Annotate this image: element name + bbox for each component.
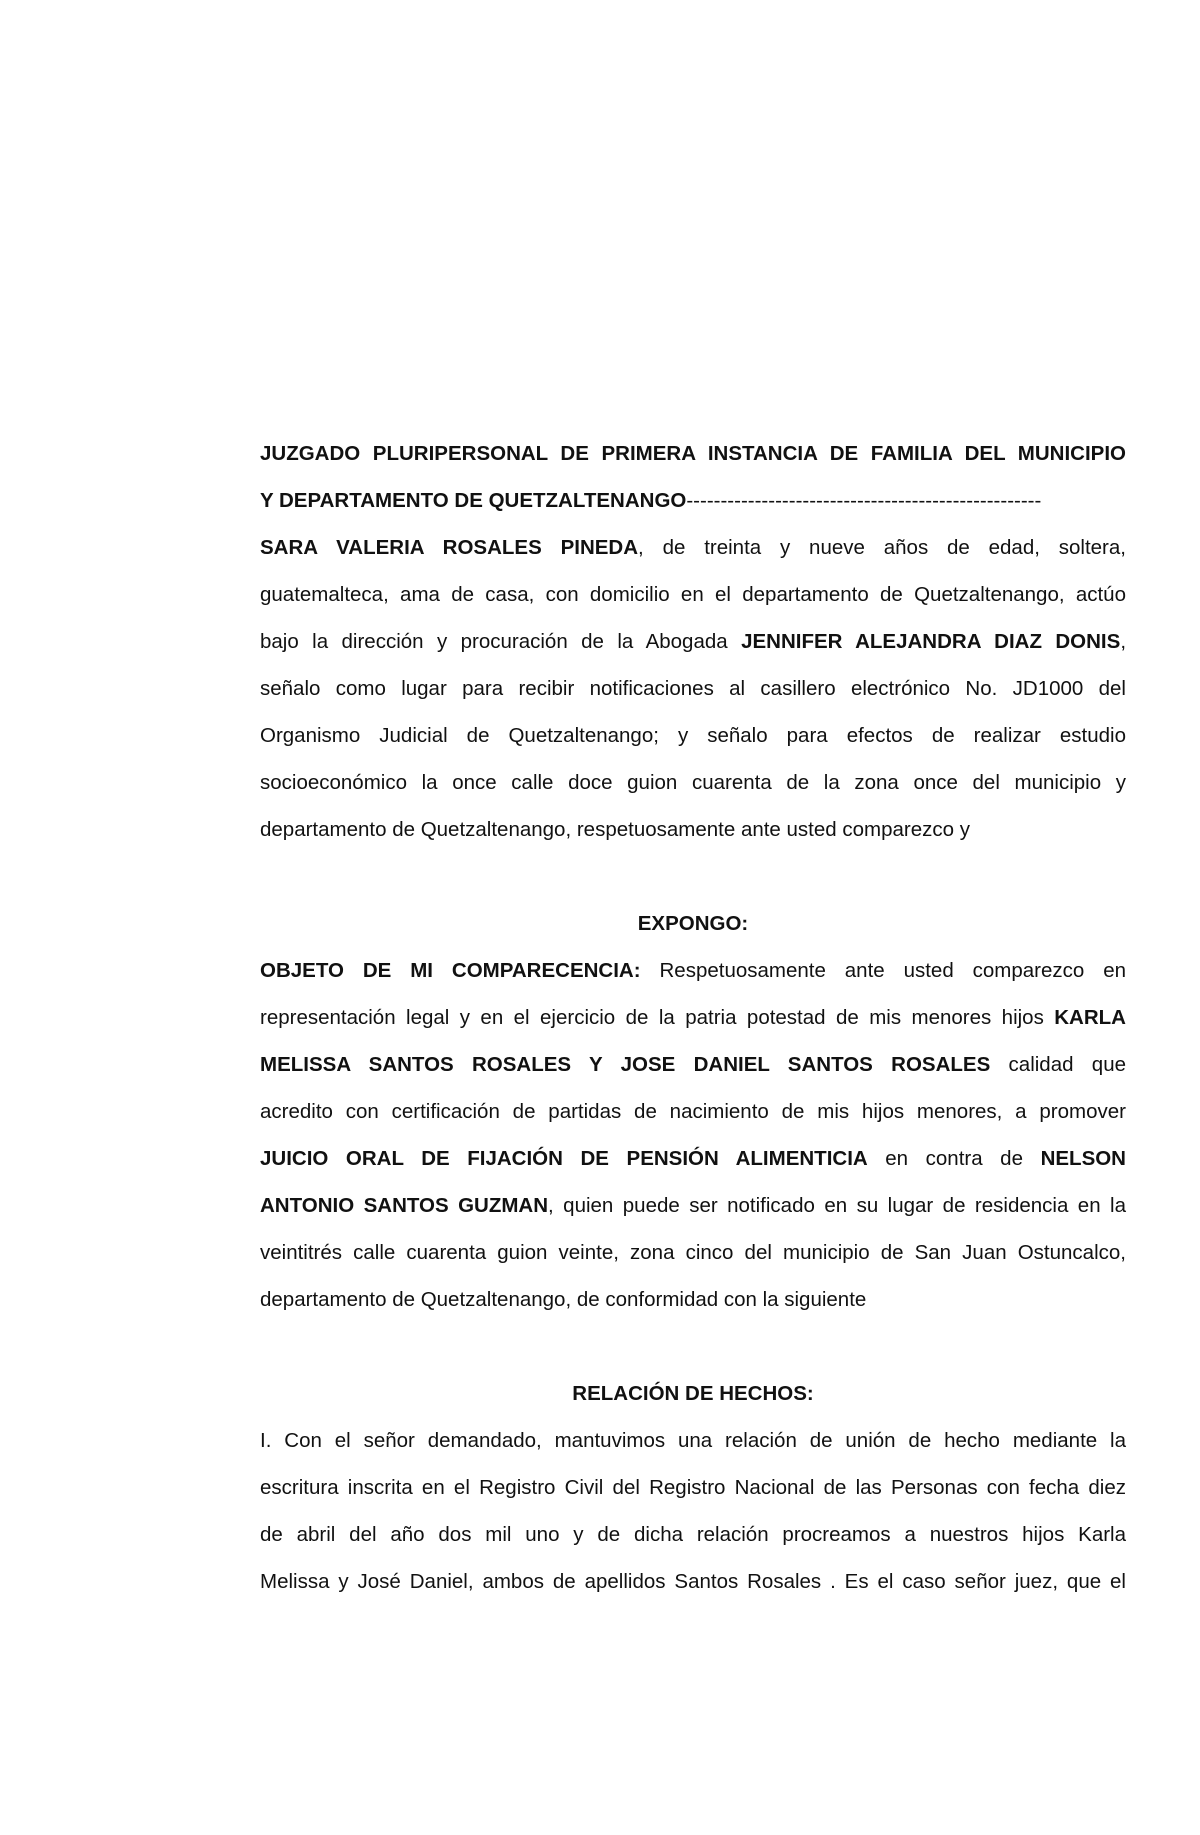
objeto-line-5-mid: en contra de — [867, 1147, 1041, 1170]
spacer — [260, 853, 1126, 900]
objeto-line-3-rest: calidad que — [990, 1053, 1126, 1076]
objeto-line-7: veintitrés calle cuarenta guion veinte, zona cinco del municipio de San Juan Ostuncalco, — [260, 1241, 1126, 1264]
objeto-line-3 — [260, 1041, 1126, 1088]
objeto-line-4: acredito con certificación de partidas de nacimiento de mis hijos menores, a promover — [260, 1100, 1126, 1123]
intro-line-3-pre: bajo la dirección y procuración de la Abogada — [260, 630, 742, 653]
objeto-line-1 — [260, 947, 1126, 994]
court-header-dashes: ---------------------------------------------------- — [686, 489, 1042, 512]
spacer — [260, 1323, 1126, 1370]
lawyer-name: JENNIFER ALEJANDRA DIAZ DONIS — [741, 630, 1121, 653]
intro-line-4: señalo como lugar para recibir notificaciones al casillero electrónico No. JD1000 del — [260, 677, 1126, 700]
court-header-department: Y DEPARTAMENTO DE QUETZALTENANGO — [260, 489, 687, 512]
defendant-name-part-2: ANTONIO SANTOS GUZMAN — [260, 1194, 549, 1217]
defendant-name-part-1: NELSON — [1040, 1147, 1126, 1170]
objeto-line-1-rest: Respetuosamente ante usted comparezco en — [640, 959, 1127, 982]
intro-line-5: Organismo Judicial de Quetzaltenango; y señalo para efectos de realizar estudio — [260, 724, 1126, 747]
objeto-line-6 — [260, 1182, 1126, 1229]
document-body — [260, 430, 1126, 1605]
objeto-line-2 — [260, 994, 1126, 1041]
intro-line-1 — [260, 524, 1126, 571]
child-name-part-1: KARLA — [1054, 1006, 1126, 1029]
intro-line-3-post: , — [1120, 630, 1127, 653]
facts-line-1-rest: Con el señor demandado, mantuvimos una relación de unión de hecho mediante la — [271, 1429, 1126, 1452]
intro-line-7: departamento de Quetzaltenango, respetuosamente ante usted comparezco y — [260, 818, 970, 841]
intro-line-2: guatemalteca, ama de casa, con domicilio en el departamento de Quetzaltenango, actúo — [260, 583, 1126, 606]
facts-line-3: de abril del año dos mil uno y de dicha relación procreamos a nuestros hijos Karla — [260, 1523, 1126, 1546]
facts-line-4: Melissa y José Daniel, ambos de apellidos Santos Rosales . Es el caso señor juez, que el — [260, 1570, 1126, 1593]
objeto-line-6-rest: , quien puede ser notificado en su lugar de residencia en la — [548, 1194, 1126, 1217]
objeto-line-2-pre: representación legal y en el ejercicio de la patria potestad de mis menores hijos — [260, 1006, 1055, 1029]
plaintiff-name: SARA VALERIA ROSALES PINEDA — [260, 536, 639, 559]
court-header-line-2 — [260, 477, 1126, 524]
intro-line-1-rest: , de treinta y nueve años de edad, soltera, — [638, 536, 1126, 559]
proceeding-type: JUICIO ORAL DE FIJACIÓN DE PENSIÓN ALIMENTICIA — [260, 1147, 868, 1170]
objeto-line-8: departamento de Quetzaltenango, de conformidad con la siguiente — [260, 1288, 867, 1311]
facts-number: I. — [260, 1429, 272, 1452]
intro-line-3 — [260, 618, 1126, 665]
intro-line-6: socioeconómico la once calle doce guion cuarenta de la zona once del municipio y — [260, 771, 1126, 794]
facts-line-2: escritura inscrita en el Registro Civil del Registro Nacional de las Personas con fecha diez — [260, 1476, 1126, 1499]
facts-line-1 — [260, 1417, 1126, 1464]
court-header-line-1: JUZGADO PLURIPERSONAL DE PRIMERA INSTANCIA DE FAMILIA DEL MUNICIPIO — [260, 442, 1126, 465]
objeto-line-5 — [260, 1135, 1126, 1182]
objeto-label: OBJETO DE MI COMPARECENCIA: — [260, 959, 641, 982]
children-names: MELISSA SANTOS ROSALES Y JOSE DANIEL SANTOS ROSALES — [260, 1053, 991, 1076]
facts-heading: RELACIÓN DE HECHOS: — [572, 1382, 814, 1405]
exposition-heading: EXPONGO: — [637, 912, 749, 935]
